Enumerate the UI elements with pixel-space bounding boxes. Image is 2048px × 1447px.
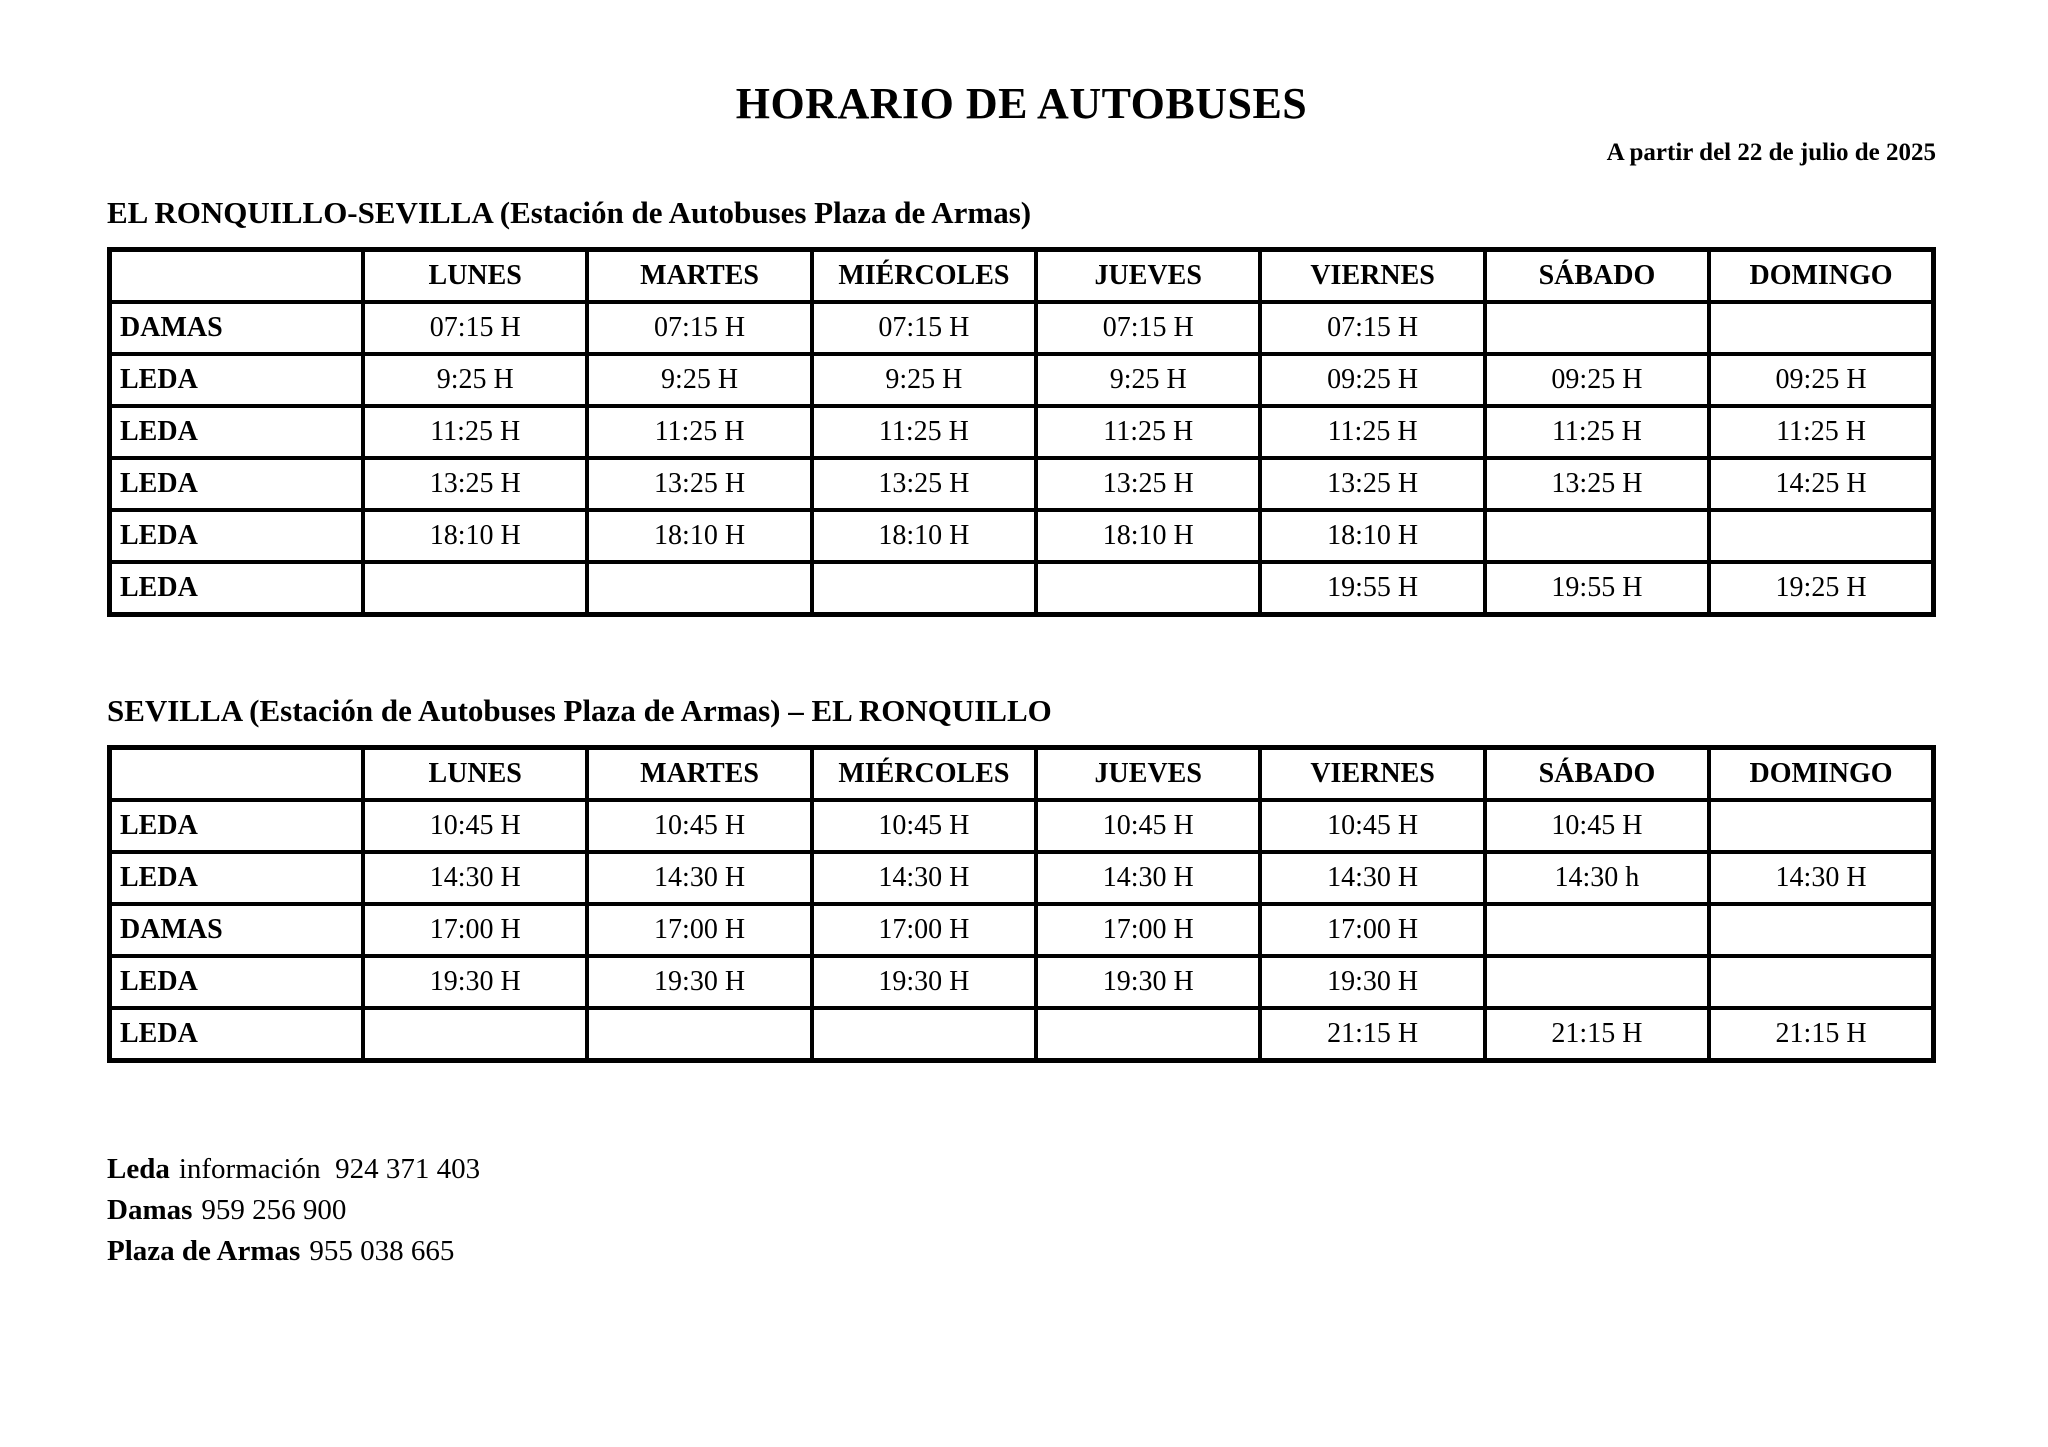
- time-cell: [1485, 302, 1709, 354]
- time-cell: [1709, 302, 1933, 354]
- table-row: [110, 1008, 1934, 1061]
- contact-phone: información 924 371 403: [178, 1153, 481, 1185]
- day-header-cell: VIERNES: [1260, 748, 1484, 801]
- time-cell: [363, 562, 587, 615]
- day-header-cell: JUEVES: [1036, 748, 1260, 801]
- day-header-cell: SÁBADO: [1485, 748, 1709, 801]
- table-row: [110, 956, 1934, 1008]
- schedule-table-ronquillo-sevilla: [107, 247, 1936, 617]
- time-cell: 11:25 H: [1485, 406, 1709, 458]
- time-cell: 13:25 H: [812, 458, 1036, 510]
- day-header-cell: JUEVES: [1036, 250, 1260, 303]
- time-cell: 14:25 H: [1709, 458, 1933, 510]
- day-header-cell: VIERNES: [1260, 250, 1484, 303]
- table-row: [110, 354, 1934, 406]
- header-row: [110, 250, 1934, 303]
- time-cell: 17:00 H: [1260, 904, 1484, 956]
- time-cell: 13:25 H: [587, 458, 811, 510]
- time-cell: [1709, 956, 1933, 1008]
- table-row: [110, 852, 1934, 904]
- time-cell: 14:30 H: [1709, 852, 1933, 904]
- table-row: [110, 406, 1934, 458]
- time-cell: 07:15 H: [1036, 302, 1260, 354]
- time-cell: 9:25 H: [812, 354, 1036, 406]
- time-cell: 17:00 H: [812, 904, 1036, 956]
- time-cell: 11:25 H: [812, 406, 1036, 458]
- company-cell: LEDA: [110, 800, 364, 852]
- contact-name: Plaza de Armas: [107, 1235, 301, 1267]
- contact-info: [107, 1149, 1936, 1272]
- contact-line-damas: [107, 1190, 1936, 1231]
- effective-date: A partir del 22 de julio de 2025: [1606, 139, 1936, 166]
- company-cell: LEDA: [110, 406, 364, 458]
- company-cell: LEDA: [110, 510, 364, 562]
- contact-name: Damas: [107, 1194, 193, 1226]
- contact-line-plaza-de-armas: [107, 1231, 1936, 1272]
- time-cell: 10:45 H: [1260, 800, 1484, 852]
- day-header-cell: LUNES: [363, 250, 587, 303]
- time-cell: 14:30 H: [812, 852, 1036, 904]
- time-cell: 07:15 H: [363, 302, 587, 354]
- time-cell: [812, 1008, 1036, 1061]
- time-cell: 21:15 H: [1485, 1008, 1709, 1061]
- company-cell: DAMAS: [110, 302, 364, 354]
- time-cell: 07:15 H: [1260, 302, 1484, 354]
- time-cell: 11:25 H: [1036, 406, 1260, 458]
- corner-header-cell: [110, 250, 364, 303]
- time-cell: 13:25 H: [1260, 458, 1484, 510]
- contact-name: Leda: [107, 1153, 170, 1185]
- time-cell: 9:25 H: [1036, 354, 1260, 406]
- time-cell: [587, 562, 811, 615]
- time-cell: 18:10 H: [587, 510, 811, 562]
- time-cell: 07:15 H: [587, 302, 811, 354]
- time-cell: 10:45 H: [587, 800, 811, 852]
- time-cell: 19:30 H: [1036, 956, 1260, 1008]
- corner-header-cell: [110, 748, 364, 801]
- time-cell: 19:55 H: [1485, 562, 1709, 615]
- time-cell: [1485, 956, 1709, 1008]
- time-cell: 07:15 H: [812, 302, 1036, 354]
- contact-phone: 959 256 900: [201, 1194, 347, 1226]
- time-cell: 14:30 H: [1036, 852, 1260, 904]
- time-cell: 13:25 H: [363, 458, 587, 510]
- time-cell: 21:15 H: [1709, 1008, 1933, 1061]
- contact-line-leda: [107, 1149, 1936, 1190]
- header-row: [110, 748, 1934, 801]
- table-row: [110, 562, 1934, 615]
- table-row: [110, 458, 1934, 510]
- company-cell: LEDA: [110, 458, 364, 510]
- day-header-cell: MIÉRCOLES: [812, 748, 1036, 801]
- time-cell: 14:30 H: [1260, 852, 1484, 904]
- time-cell: 9:25 H: [363, 354, 587, 406]
- time-cell: 18:10 H: [363, 510, 587, 562]
- time-cell: [1709, 800, 1933, 852]
- day-header-cell: MARTES: [587, 250, 811, 303]
- time-cell: 10:45 H: [1036, 800, 1260, 852]
- time-cell: 18:10 H: [1036, 510, 1260, 562]
- company-cell: LEDA: [110, 562, 364, 615]
- day-header-cell: MIÉRCOLES: [812, 250, 1036, 303]
- time-cell: 19:30 H: [812, 956, 1036, 1008]
- time-cell: 10:45 H: [363, 800, 587, 852]
- time-cell: [1485, 904, 1709, 956]
- company-cell: LEDA: [110, 1008, 364, 1061]
- time-cell: 14:30 H: [587, 852, 811, 904]
- time-cell: 18:10 H: [1260, 510, 1484, 562]
- time-cell: 11:25 H: [1709, 406, 1933, 458]
- time-cell: 09:25 H: [1260, 354, 1484, 406]
- time-cell: [1036, 1008, 1260, 1061]
- time-cell: 11:25 H: [587, 406, 811, 458]
- time-cell: 19:30 H: [1260, 956, 1484, 1008]
- schedule-table-sevilla-ronquillo: [107, 745, 1936, 1063]
- time-cell: 17:00 H: [587, 904, 811, 956]
- section-title-ronquillo-sevilla: EL RONQUILLO-SEVILLA (Estación de Autobuses Plaza de Armas): [107, 195, 1032, 230]
- day-header-cell: SÁBADO: [1485, 250, 1709, 303]
- time-cell: [363, 1008, 587, 1061]
- contact-phone: 955 038 665: [309, 1235, 455, 1267]
- time-cell: 19:30 H: [363, 956, 587, 1008]
- time-cell: 09:25 H: [1709, 354, 1933, 406]
- section-title-sevilla-ronquillo: SEVILLA (Estación de Autobuses Plaza de Armas) – EL RONQUILLO: [107, 693, 1052, 728]
- page-title: HORARIO DE AUTOBUSES: [735, 79, 1308, 128]
- time-cell: [1709, 510, 1933, 562]
- time-cell: 21:15 H: [1260, 1008, 1484, 1061]
- day-header-cell: DOMINGO: [1709, 250, 1933, 303]
- time-cell: 13:25 H: [1036, 458, 1260, 510]
- company-cell: LEDA: [110, 354, 364, 406]
- table-row: [110, 510, 1934, 562]
- day-header-cell: DOMINGO: [1709, 748, 1933, 801]
- time-cell: [1036, 562, 1260, 615]
- time-cell: 14:30 H: [363, 852, 587, 904]
- time-cell: [1709, 904, 1933, 956]
- table-row: [110, 904, 1934, 956]
- time-cell: 19:55 H: [1260, 562, 1484, 615]
- time-cell: 11:25 H: [363, 406, 587, 458]
- day-header-cell: MARTES: [587, 748, 811, 801]
- time-cell: 10:45 H: [1485, 800, 1709, 852]
- time-cell: 19:25 H: [1709, 562, 1933, 615]
- company-cell: DAMAS: [110, 904, 364, 956]
- time-cell: 19:30 H: [587, 956, 811, 1008]
- day-header-cell: LUNES: [363, 748, 587, 801]
- time-cell: 13:25 H: [1485, 458, 1709, 510]
- time-cell: 9:25 H: [587, 354, 811, 406]
- time-cell: 17:00 H: [363, 904, 587, 956]
- time-cell: 11:25 H: [1260, 406, 1484, 458]
- table-row: [110, 800, 1934, 852]
- time-cell: [812, 562, 1036, 615]
- company-cell: LEDA: [110, 956, 364, 1008]
- time-cell: 10:45 H: [812, 800, 1036, 852]
- time-cell: 09:25 H: [1485, 354, 1709, 406]
- company-cell: LEDA: [110, 852, 364, 904]
- time-cell: [587, 1008, 811, 1061]
- time-cell: 18:10 H: [812, 510, 1036, 562]
- time-cell: 14:30 h: [1485, 852, 1709, 904]
- table-row: [110, 302, 1934, 354]
- time-cell: 17:00 H: [1036, 904, 1260, 956]
- time-cell: [1485, 510, 1709, 562]
